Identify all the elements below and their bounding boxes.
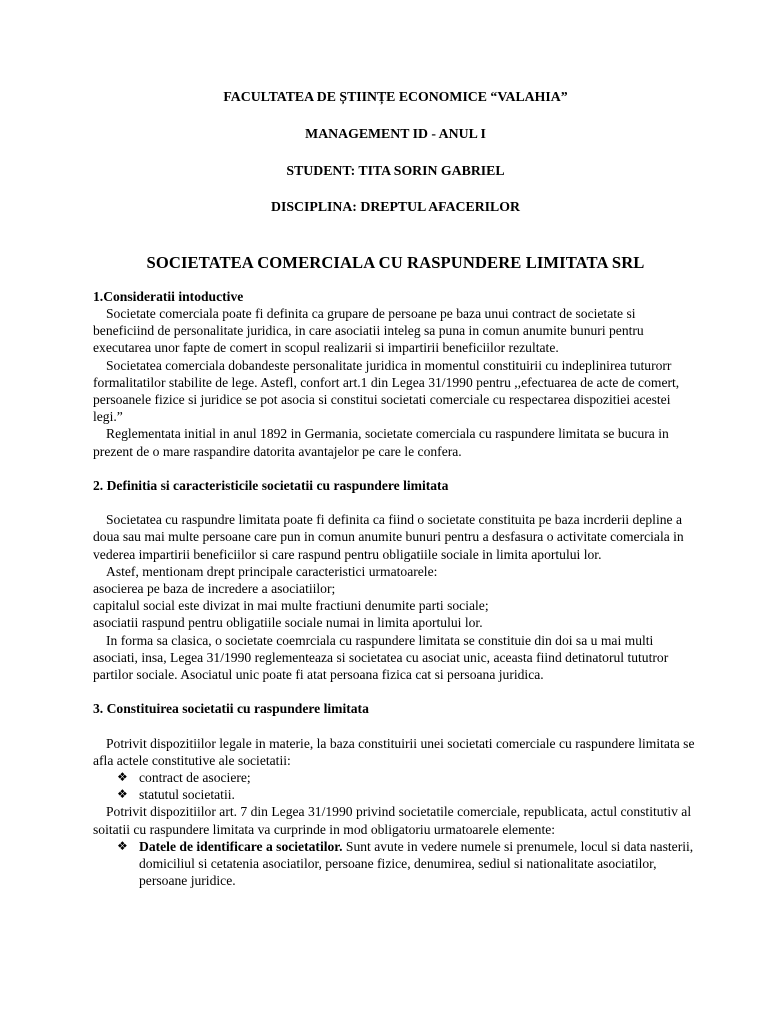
list-item	[117, 838, 698, 890]
section1-paragraph-1: Societate comerciala poate fi definita ca grupare de persoane pe baza unui contract de societate si beneficiind de personalitate juridica, in care asociatii inteleg sa puna in comun anumite bunuri pentru executarea unor fapte de comert in scopul realizarii si impartirii beneficiilor rezultate.	[93, 306, 644, 356]
spacer	[93, 717, 698, 734]
list-item-text: statutul societatii.	[139, 787, 235, 803]
student-heading: STUDENT: TITA SORIN GABRIEL	[286, 162, 505, 178]
spacer	[93, 494, 698, 511]
list-item-text: Sunt avute in vedere numele si prenumele, locul si data nasterii, domiciliul si cetatenia asociatilor, persoane fizice, denumirea, sediul si nationalitate asociatilor, persoane juridice.	[139, 838, 694, 889]
list-item-bold-lead: Datele de identificare a societatilor.	[139, 838, 343, 854]
faculty-heading: FACULTATEA DE ȘTIINȚE ECONOMICE “VALAHIA”	[223, 89, 568, 104]
required-elements-list	[93, 838, 698, 890]
section2-line-2: capitalul social este divizat in mai multe fractiuni denumite parti sociale;	[93, 598, 489, 614]
section1-paragraph-2: Societatea comerciala dobandeste personalitate juridica in momentul constituirii cu indeplinirea tuturorr formalitatilor stabilite de lege. Astefl, confort art.1 din Legea 31/1990 pentru ,,efectuarea de acte de comert, persoanele fizice si juridice se pot asocia si constitui societati comerciale cu respectarea dispozitiei acestei legi.”	[93, 357, 680, 425]
list-item	[117, 769, 698, 786]
list-item-text: contract de asociere;	[139, 770, 251, 786]
discipline-heading: DISCIPLINA: DREPTUL AFACERILOR	[271, 199, 520, 215]
section2-paragraph-3: In forma sa clasica, o societate coemrciala cu raspundere limitata se constituie din doi sa u mai multi asociati, insa, Legea 31/1990 reglementeaza si societatea cu asociat unic, aceasta fiind detinatorul tututror partilor sociale. Asociatul unic poate fi atat persoana fizica cat si persoana juridica.	[93, 632, 669, 683]
section3-heading: 3. Constituirea societatii cu raspundere limitata	[93, 701, 369, 717]
diamond-bullet-icon: ❖	[117, 770, 128, 785]
section3-paragraph-1: Potrivit dispozitiilor legale in materie, la baza constituirii unei societati comerciale cu raspundere limitata se afla actele constitutive ale societatii:	[93, 735, 695, 768]
section2-line-3: asociatii raspund pentru obligatiile sociale numai in limita aportului lor.	[93, 615, 483, 631]
section1-heading: 1.Consideratii intoductive	[93, 288, 244, 304]
document-title: SOCIETATEA COMERCIALA CU RASPUNDERE LIMITATA SRL	[146, 252, 645, 272]
diamond-bullet-icon: ❖	[117, 838, 128, 853]
section2-line-1: asocierea pe baza de incredere a asociatiilor;	[93, 581, 336, 597]
list-item	[117, 786, 698, 803]
constitutive-acts-list	[93, 769, 698, 803]
section2-paragraph-2: Astef, mentionam drept principale caracteristici urmatoarele:	[106, 563, 438, 579]
diamond-bullet-icon: ❖	[117, 787, 128, 802]
section3-paragraph-2: Potrivit dispozitiilor art. 7 din Legea 31/1990 privind societatile comerciale, republicata, actul constitutiv al soitatii cu raspundere limitata va curprinde in mod obligatoriu urmatoarele elemente:	[93, 804, 692, 837]
program-heading: MANAGEMENT ID - ANUL I	[305, 125, 486, 141]
section2-paragraph-1: Societatea cu raspundre limitata poate fi definita ca fiind o societate constituita pe baza incrderii depline a doua sau mai multe persoane care pun in comun anumite bunuri pentru a desfasura o activitate comerciala in vederea impartirii beneficiilor si care raspund pentru obligatiile sociale in limita aportului lor.	[93, 512, 684, 562]
section2-heading: 2. Definitia si caracteristicile societatii cu raspundere limitata	[93, 477, 449, 493]
section1-paragraph-3: Reglementata initial in anul 1892 in Germania, societate comerciala cu raspundere limitata se bucura in prezent de o mare raspandire datorita avantajelor pe care le confera.	[93, 426, 669, 459]
